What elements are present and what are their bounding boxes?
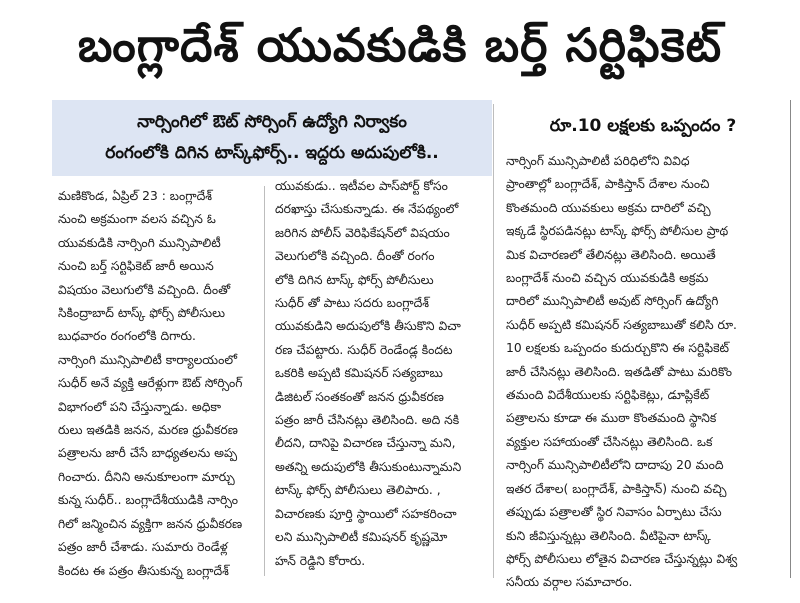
- article-text-line: ఒకరికి అప్పటి కమిషనర్ సత్యబాబు: [275, 366, 443, 381]
- article-text-line: విభాగంలో పని చేస్తున్నాడు. అధికా: [58, 399, 222, 414]
- article-text-line: లీదని, దానిపై విచారణ చేస్తున్నా మని,: [275, 436, 456, 451]
- article-text-line: సుధీర్ అప్పటి కమిషనర్ సత్యబాబుతో కలిసి రూ.: [506, 317, 737, 332]
- article-text-line: సనీయ వర్గాల సమాచారం.: [506, 575, 633, 590]
- article-text-line: కిందట ఈ పత్రం తీసుకున్న బంగ్లాదేశ్: [58, 563, 229, 578]
- article-text-line: కున్న సుధీర్.. బంగ్లాదేశీయుడికి నార్సిం: [58, 493, 238, 508]
- article-text-line: ఇక్కడే స్థిరపడినట్లు టాస్క్ ఫోర్స్ పోలీసుల ప్రాథ: [506, 224, 729, 239]
- article-text-line: లని మున్సిపాలిటీ కమిషనర్ కృష్ణమో: [275, 530, 448, 545]
- article-text-line: గించారు. దీనిని అనుకూలంగా మార్చు: [58, 469, 235, 484]
- article-column-2: [275, 175, 485, 573]
- article-text-line: హన్ రెడ్డిని కోరారు.: [275, 553, 366, 568]
- article-text-line: తప్పుడు పత్రాలతో స్థిర నివాసం ఏర్పాటు చేసు: [506, 505, 722, 520]
- article-text-line: ఇతర దేశాల( బంగ్లాదేశ్, పాకిస్తాన్) నుంచి వచ్చి: [506, 481, 727, 496]
- article-text-line: 10 లక్షలకు ఒప్పందం కుదుర్చుకొని ఈ సర్టిఫికెట్: [506, 341, 729, 356]
- article-text-line: సికింద్రాబాద్ టాస్క్ ఫోర్స్ పోలీసులు: [58, 306, 226, 321]
- article-text-line: పత్రాలను కూడా ఈ ముఠా కొంతమంది స్థానిక: [506, 411, 717, 426]
- article-text-line: జరిగిన పోలీస్ వెరిఫికేషన్‌లో విషయం: [275, 225, 450, 240]
- right-column-heading: రూ.10 లక్షలకు ఒప్పందం ?: [549, 116, 737, 136]
- article-text-line: ఫోర్స్ పోలీసులు లోతైన విచారణ చేస్తున్నట్లు విశ్వ: [506, 551, 738, 566]
- article-text-line: నార్సింగ్ మున్సిపాలిటీ పరిధిలోని వివిధ: [506, 154, 690, 168]
- article-text-line: కొంతమంది యువకులు అక్రమ దారిలో వచ్చి: [506, 200, 711, 215]
- subheadline-box: [52, 100, 492, 176]
- article-text-line: డిజిటల్ సంతకంతో జనన ధ్రువీకరణ: [275, 389, 444, 404]
- headline: బంగ్లాదేశ్ యువకుడికి బర్త్ సర్టిఫికెట్: [77, 18, 723, 72]
- subheadline-line-2: రంగంలోకి దిగిన టాస్క్‌ఫోర్స్.. ఇద్దరు అదుపులోకి..: [105, 143, 439, 163]
- column-divider: [264, 186, 265, 576]
- article-column-1: [58, 185, 254, 583]
- page-edge-rule: [790, 100, 791, 578]
- article-text-line: నార్సింగి మున్సిపాలిటీ కార్యాలయంలో: [58, 352, 237, 367]
- subheadline-line-1: నార్సింగిలో ఔట్ సోర్సింగ్ ఉద్యోగి నిర్వాకం: [137, 112, 407, 132]
- article-text-line: రులు ఇతడికి జనన, మరణ ధ్రువీకరణ: [58, 423, 238, 438]
- article-text-line: విషయం వెలుగులోకి వచ్చింది. దీంతో: [58, 282, 231, 297]
- article-text-line: అతన్ని అదుపులోకి తీసుకుంటున్నామని: [275, 459, 462, 474]
- article-text-line: నుంచి అక్రమంగా వలస వచ్చిన ఓ: [58, 212, 216, 227]
- article-text-line: కుని జీవిస్తున్నట్లు తెలిసింది. వీటిపైనా టాస్క్: [506, 528, 711, 543]
- article-text-line: పత్రం జారీ చేశాడు. సుమారు రెండేళ్ల: [58, 540, 228, 555]
- article-text-line: విచారణకు పూర్తి స్థాయిలో సహకరించా: [275, 506, 457, 521]
- article-text-line: నార్సింగ్ మున్సిపాలిటీలోని దాదాపు 20 మంది: [506, 458, 724, 473]
- article-text-line: బుధవారం రంగంలోకి దిగారు.: [58, 329, 196, 344]
- article-text-line: మణికొండ, ఏప్రిల్ 23 : బంగ్లాదేశ్: [58, 189, 213, 203]
- article-text-line: సుధీర్ తో పాటు సదరు బంగ్లాదేశ్: [275, 296, 430, 311]
- article-text-line: జారీ చేసినట్లు తెలిసింది. ఇతడితో పాటు మరికొం: [506, 364, 732, 379]
- article-text-line: మిక విచారణలో తేలినట్లు తెలిసింది. అయితే: [506, 247, 716, 262]
- article-text-line: యువకుడికి నార్సింగి మున్సిపాలిటీ: [58, 235, 221, 250]
- article-text-line: తమంది విదేశీయులకు సర్టిఫికెట్లు, డూప్లికేట్: [506, 388, 710, 403]
- article-text-line: యువకుడు.. ఇటీవల పాస్‌పోర్ట్ కోసం: [275, 179, 448, 193]
- article-text-line: పత్రం జారీ చేసినట్లు తెలిసింది. అది నకి: [275, 413, 460, 428]
- article-text-line: నుంచి బర్త్ సర్టిఫికెట్ జారీ అయిన: [58, 259, 214, 274]
- article-column-3: [506, 150, 778, 595]
- article-text-line: గిలో జన్మించిన వ్యక్తిగా జనన ధ్రువీకరణ: [58, 516, 243, 531]
- column-divider: [493, 104, 494, 578]
- article-text-line: పత్రాలను జారీ చేసే బాధ్యతలను అప్ప: [58, 446, 238, 461]
- article-text-line: లోకి దిగిన టాస్క్ ఫోర్స్ పోలీసులు: [275, 272, 434, 287]
- article-text-line: టాస్క్ ఫోర్స్ పోలీసులు తెలిపారు. ,: [275, 483, 441, 498]
- article-text-line: బంగ్లాదేశ్ నుంచి వచ్చిన యువకుడికి అక్రమ: [506, 271, 709, 286]
- article-text-line: ప్రాంతాల్లో బంగ్లాదేశ్, పాకిస్తాన్ దేశాల నుంచి: [506, 177, 710, 192]
- article-text-line: దారిలో మున్సిపాలిటీ అవుట్ సోర్సింగ్ ఉద్యోగి: [506, 294, 719, 309]
- article-text-line: దరఖాస్తు చేసుకున్నాడు. ఈ నేపథ్యంలో: [275, 202, 459, 217]
- article-text-line: వెలుగులోకి వచ్చింది. దీంతో రంగం: [275, 249, 435, 264]
- article-text-line: రణ చేపట్టారు. సుధీర్ రెండేండ్ల కిందట: [275, 342, 453, 357]
- article-text-line: సుధీర్ అనే వ్యక్తి ఆరేళ్లుగా ఔట్ సోర్సింగ్: [58, 376, 243, 391]
- article-text-line: వ్యక్తుల సహాయంతో చేసినట్లు తెలిసింది. ఒక: [506, 434, 713, 449]
- article-text-line: యువకుడిని అదుపులోకి తీసుకొని విచా: [275, 319, 461, 334]
